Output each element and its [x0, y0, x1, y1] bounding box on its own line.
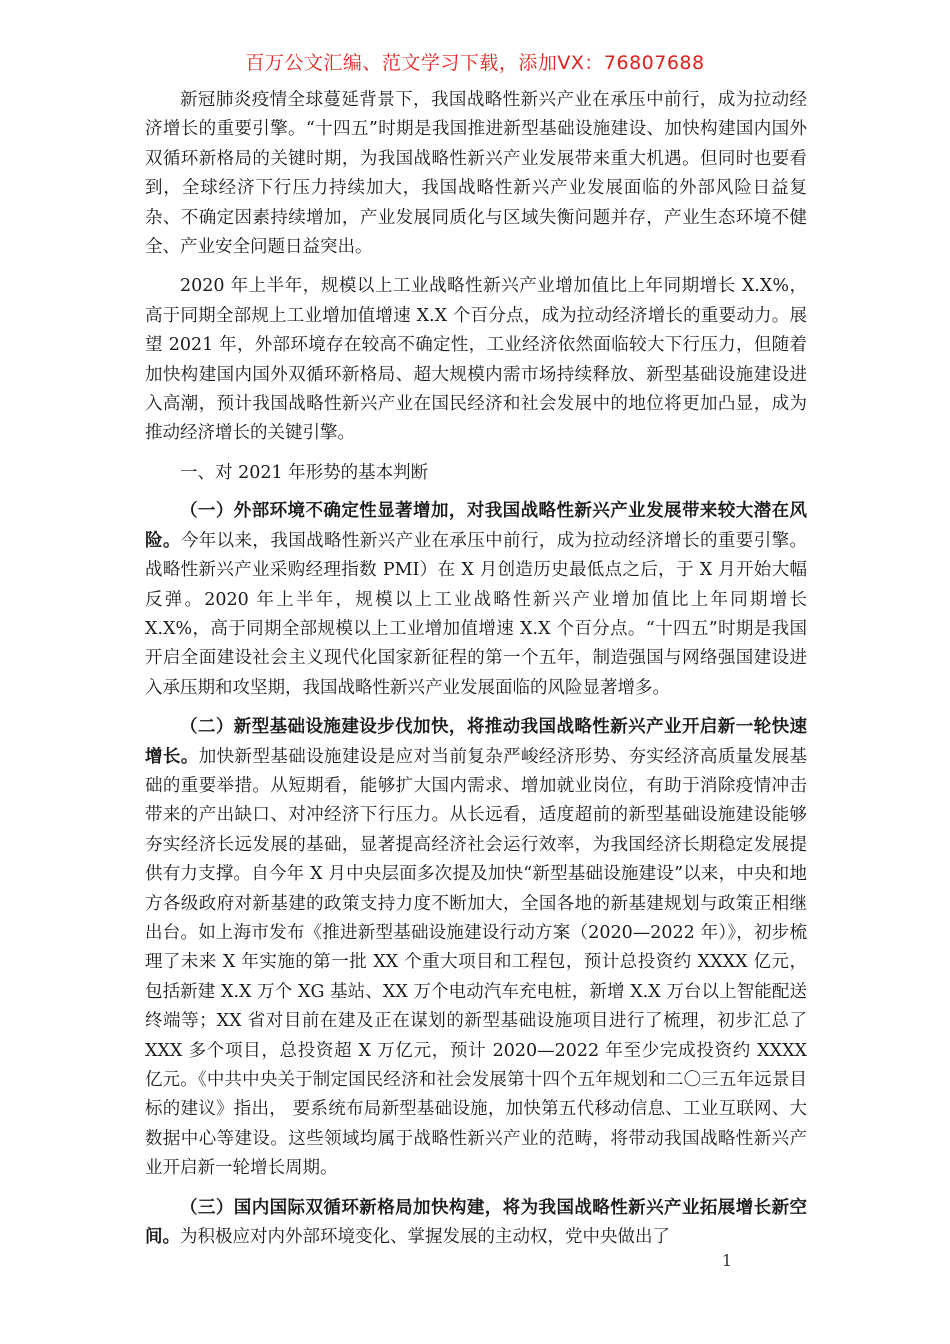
point-2-text: 加快新型基础设施建设是应对当前复杂严峻经济形势、夯实经济高质量发展基础的重要举措。从短期看，能够扩大国内需求、增加就业岗位，有助于消除疫情冲击带来的产出缺口、对冲经济下行压力。从长远看，适度超前的新型基础设施建设能够夯实经济长远发展的基础，显著提高经济社会运行效率，为我国经济长期稳定发展提供有力支撑。自今年 X 月中央层面多次提及加快“新型基础设施建设”以来，中央和地方各级政府对新基建的政策支持力度不断加大，全国各地的新基建规划与政策正相继出台。如上海市发布《推进新型基础设施建设行动方案（2020—2022 年）》，初步梳理了未来 X 年实施的第一批 XX 个重大项目和工程包，预计总投资约 XXXX 亿元，包括新建 X.X 万个 XG 基站、XX 万个电动汽车充电桩，新增 X.X 万台以上智能配送终端等；XX 省对目前在建及正在谋划的新型基础设施项目进行了梳理，初步汇总了 XXX 多个项目，总投资超 X 万亿元，预计 2020—2022 年至少完成投资约 XXXX 亿元。《中共中央关于制定国民经济和社会发展第十四个五年规划和二〇三五年远景目标的建议》指出， 要系统布局新型基础设施，加快第五代移动信息、工业互联网、大数据中心等建设。这些领域均属于战略性新兴产业的范畴，将带动我国战略性新兴产业开启新一轮增长周期。 [145, 746, 808, 1179]
watermark-header: 百万公文汇编、范文学习下载，添加VX：76807688 [245, 52, 705, 74]
paragraph-point-2 [145, 713, 807, 1184]
point-3-title: （三）国内国际双循环新格局加快构建，将为我国战略性新兴产业拓展增长新空间。 [145, 1197, 807, 1248]
point-2-title: （二）新型基础设施建设步伐加快，将推动我国战略性新兴产业开启新一轮快速增长。 [145, 717, 807, 767]
paragraph-outlook: 2020 年上半年，规模以上工业战略性新兴产业增加值比上年同期增长 X.X%， 高于同期全部规上工业增加值增速 X.X 个百分点，成为拉动经济增长的重要动力。展望 2021 年，外部环境存在较高不确定性，工业经济依然面临较大下行压力，但随着加快构建国内国外双循环新格局、超大规模内需市场持续释放、新型基础设施建设进入高潮，预计我国战略性新兴产业在国民经济和社会发展中的地位将更加凸显，成为推动经济增长的关键引擎。 [145, 276, 807, 444]
section-heading: 一、对 2021 年形势的基本判断 [180, 462, 429, 483]
paragraph-point-3 [145, 1194, 807, 1253]
point-1-title: （一）外部环境不确定性显著增加，对我国战略性新兴产业发展带来较大潜在风险。 [145, 501, 807, 551]
point-1-text: 今年以来，我国战略性新兴产业在承压中前行，成为拉动经济增长的重要引擎。战略性新兴产业采购经理指数 PMI）在 X 月创造历史最低点之后，于 X 月开始大幅反弹。2020 年上半年，规模以上工业战略性新兴产业增加值比上年同期增长 X.X%，高于同期全部规模以上工业增加值增速 X.X 个百分点。“十四五”时期是我国开启全面建设社会主义现代化国家新征程的第一个五年，制造强国与网络强国建设进入承压期和攻坚期，我国战略性新兴产业发展面临的风险显著增多。 [145, 530, 808, 698]
document-body [145, 86, 807, 1262]
page-number: 1 [721, 1251, 732, 1270]
point-3-text: 为积极应对内外部环境变化、掌握发展的主动权，党中央做出了 [180, 1227, 670, 1248]
paragraph-intro: 新冠肺炎疫情全球蔓延背景下，我国战略性新兴产业在承压中前行，成为拉动经济增长的重要引擎。“十四五”时期是我国推进新型基础设施建设、加快构建国内国外双循环新格局的关键时期，为我国战略性新兴产业发展带来重大机遇。但同时也要看到，全球经济下行压力持续加大，我国战略性新兴产业发展面临的外部风险日益复杂、不确定因素持续增加，产业发展同质化与区域失衡问题并存，产业生态环境不健全、产业安全问题日益突出。 [145, 90, 807, 258]
paragraph-point-1 [145, 497, 807, 703]
